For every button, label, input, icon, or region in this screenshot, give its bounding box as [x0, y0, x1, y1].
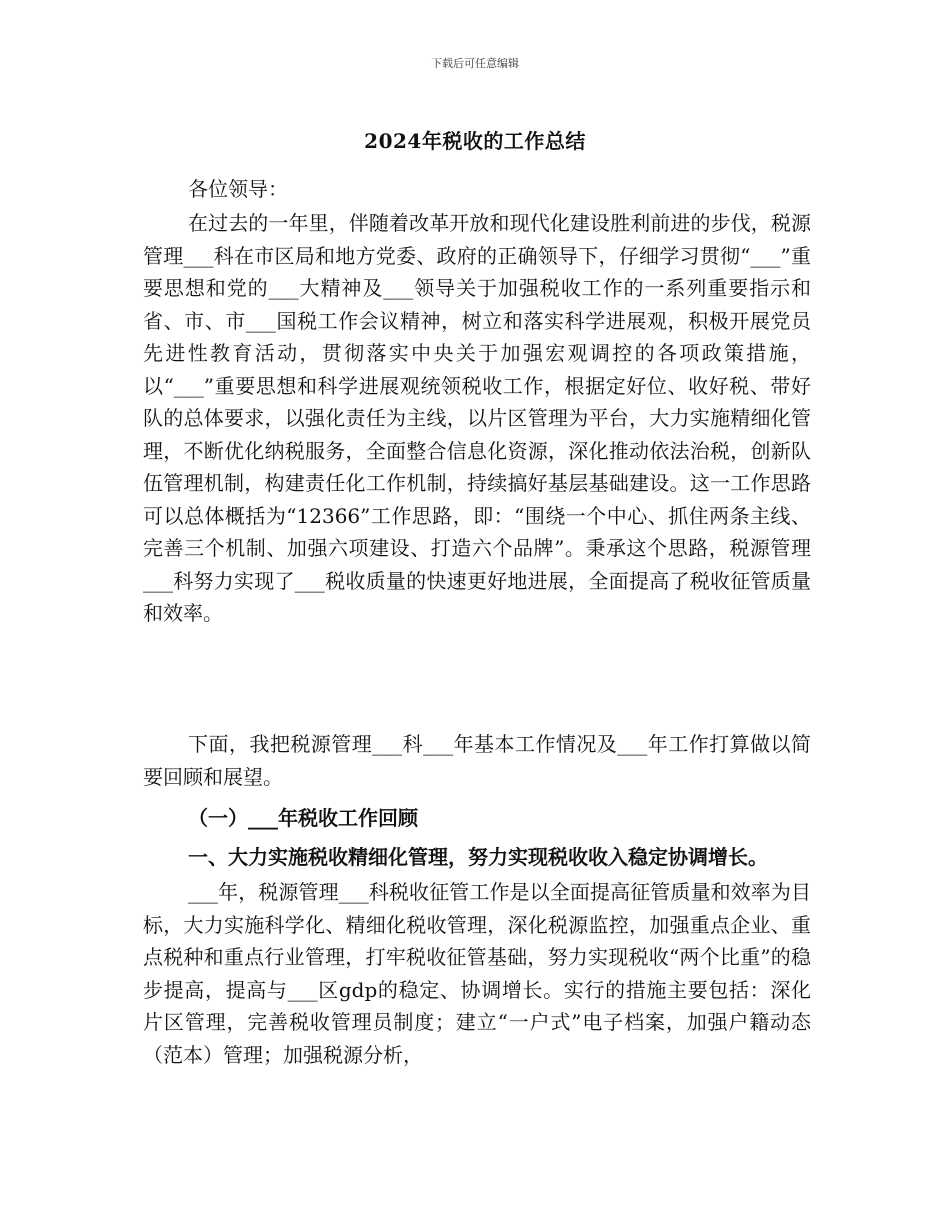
document-title: 2024年税收的工作总结	[364, 129, 586, 153]
header-note: 下载后可任意编辑	[431, 57, 519, 70]
subsection-heading: 一、大力实施税收精细化管理，努力实现税收收入稳定协调增长。	[188, 845, 768, 869]
salutation: 各位领导：	[188, 177, 288, 201]
paragraph-overview: 下面，我把税源管理___科___年基本工作情况及___年工作打算做以简要回顾和展望。	[143, 732, 811, 789]
section-heading: （一）___年税收工作回顾	[188, 806, 418, 830]
paragraph-review: ___年，税源管理___科税收征管工作是以全面提高征管质量和效率为目标，大力实施科学化、精细化税收管理，深化税源监控，加强重点企业、重点税种和重点行业管理，打牢税收征管基础，努力实现税收“两个比重”的稳步提高，提高与___区gdp的稳定、协调增长。实行的措施主要包括：深化片区管理，完善税收管理员制度；建立“一户式”电子档案，加强户籍动态（范本）管理；加强税源分析，	[143, 880, 811, 1067]
paragraph-intro: 在过去的一年里，伴随着改革开放和现代化建设胜利前进的步伐，税源管理___科在市区局和地方党委、政府的正确领导下，仔细学习贯彻“___”重要思想和党的___大精神及___领导关于加强税收工作的一系列重要指示和省、市、市___国税工作会议精神，树立和落实科学进展观，积极开展党员先进性教育活动，贯彻落实中央关于加强宏观调控的各项政策措施，以“___”重要思想和科学进展观统领税收工作，根据定好位、收好税、带好队的总体要求，以强化责任为主线，以片区管理为平台，大力实施精细化管理，不断优化纳税服务，全面整合信息化资源，深化推动依法治税，创新队伍管理机制，构建责任化工作机制，持续搞好基层基础建设。这一工作思路可以总体概括为“12366”工作思路，即：“围绕一个中心、抓住两条主线、完善三个机制、加强六项建设、打造六个品牌”。秉承这个思路，税源管理___科努力实现了___税收质量的快速更好地进展，全面提高了税收征管质量和效率。	[143, 211, 811, 625]
